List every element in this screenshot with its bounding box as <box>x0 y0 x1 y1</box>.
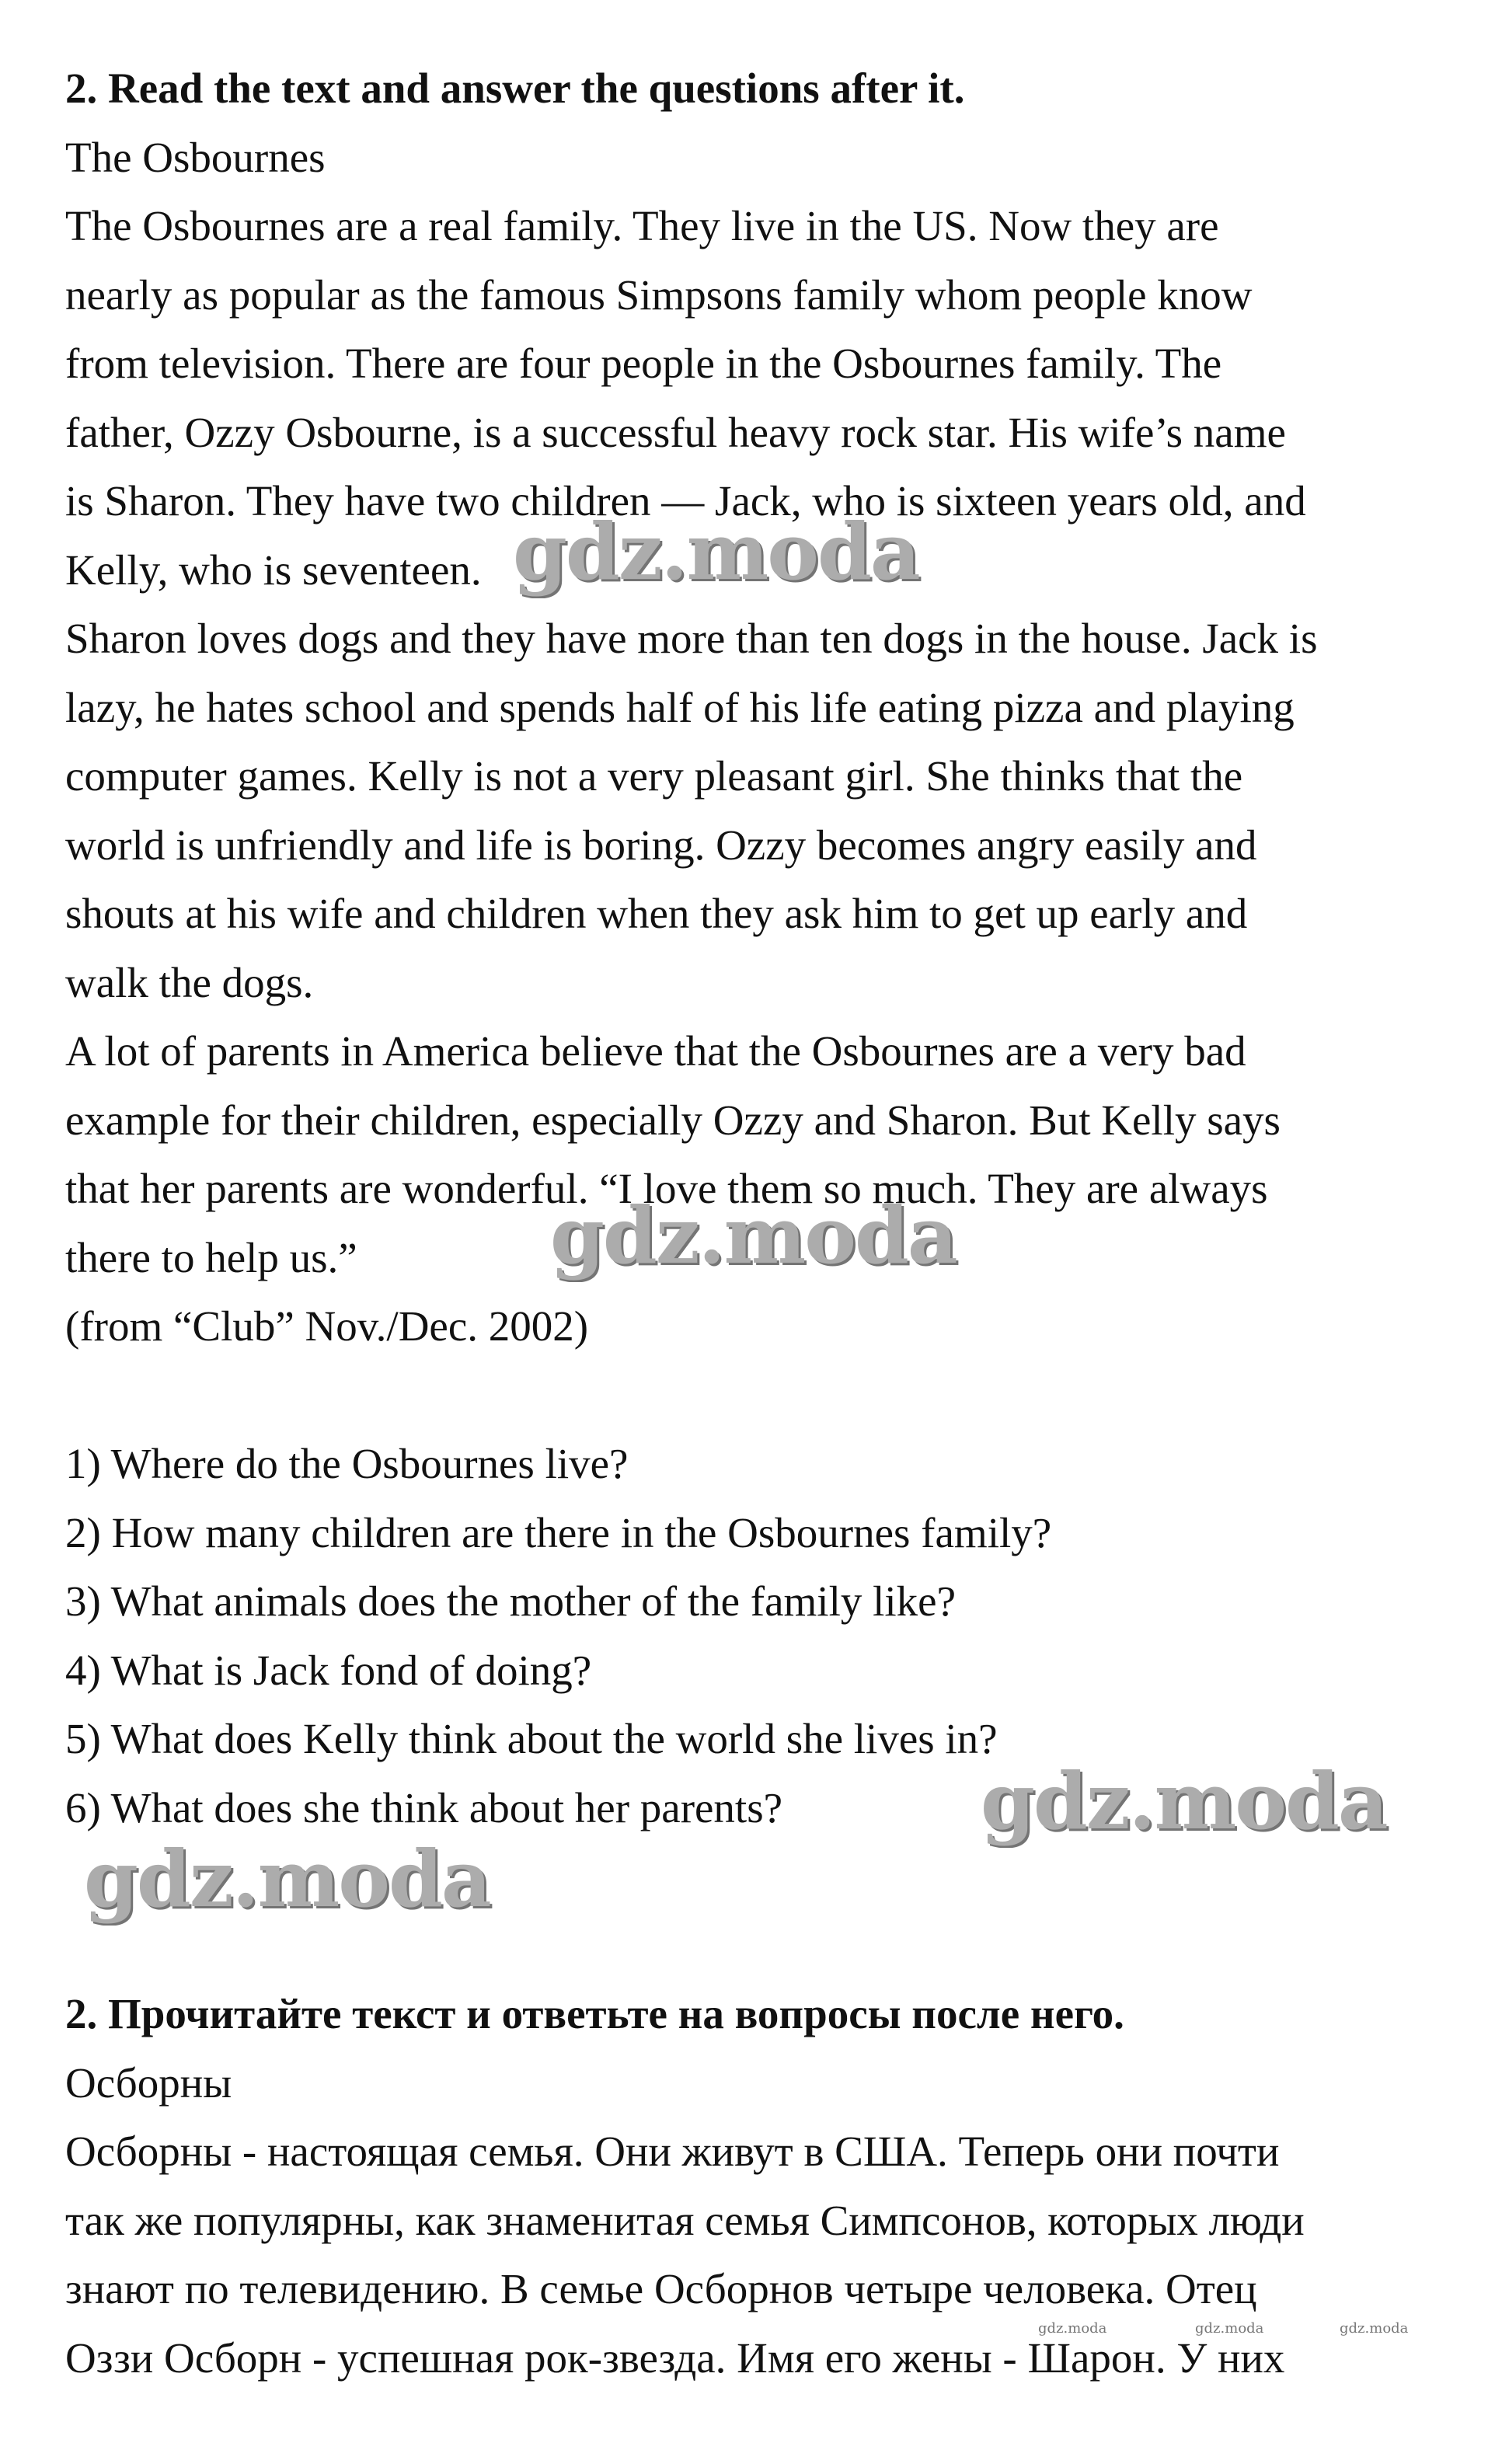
watermark-small: gdz.moda <box>1038 2320 1107 2337</box>
translation-title: Осборны <box>65 2058 232 2107</box>
question-item: 6) What does she think about her parents? <box>65 1783 783 1831</box>
source-citation: (from “Club” Nov./Dec. 2002) <box>65 1302 589 1350</box>
paragraph-2 <box>65 605 1456 1017</box>
paragraph-line: A lot of parents in America believe that the Osbournes are a very bad <box>65 1027 1246 1075</box>
question-item: 2) How many children are there in the Osbournes family? <box>65 1508 1052 1556</box>
question-item: 3) What animals does the mother of the family like? <box>65 1577 957 1625</box>
paragraph-line: так же популярны, как знаменитая семья Симпсонов, которых люди <box>65 2196 1305 2244</box>
paragraph-line: The Osbournes are a real family. They live in the US. Now they are <box>65 202 1219 249</box>
translation-paragraph <box>65 2117 1456 2393</box>
paragraph-line: example for their children, especially Ozzy and Sharon. But Kelly says <box>65 1096 1281 1144</box>
paragraph-line: there to help us.” <box>65 1233 357 1281</box>
paragraph-line: computer games. Kelly is not a very pleasant girl. She thinks that the <box>65 752 1243 800</box>
paragraph-line: shouts at his wife and children when they ask him to get up early and <box>65 890 1248 937</box>
watermark-logo: gdz.moda <box>84 1833 490 1925</box>
watermark-logo: gdz.moda <box>981 1755 1387 1847</box>
paragraph-line: from television. There are four people in the Osbournes family. The <box>65 340 1222 387</box>
paragraph-line: world is unfriendly and life is boring. Ozzy becomes angry easily and <box>65 821 1257 869</box>
spacer <box>65 1361 1456 1431</box>
question-item: 1) Where do the Osbournes live? <box>65 1440 629 1487</box>
paragraph-line: is Sharon. They have two children — Jack, who is sixteen years old, and <box>65 477 1306 525</box>
paragraph-line: lazy, he hates school and spends half of his life eating pizza and playing <box>65 683 1295 731</box>
watermark-small: gdz.moda <box>1340 2320 1409 2337</box>
paragraph-line: nearly as popular as the famous Simpsons family whom people know <box>65 270 1253 319</box>
watermark-logo: gdz.moda <box>550 1190 957 1281</box>
question-item: 5) What does Kelly think about the world she lives in? <box>65 1715 998 1762</box>
translation-heading: 2. Прочитайте текст и ответьте на вопросы после него. <box>65 1990 1124 2037</box>
paragraph-line: walk the dogs. <box>65 958 314 1006</box>
question-item: 4) What is Jack fond of doing? <box>65 1646 592 1694</box>
paragraph-line: that her parents are wonderful. “I love them so much. They are always <box>65 1165 1268 1212</box>
paragraph-line: Осборны - настоящая семья. Они живут в США. Теперь они почти <box>65 2128 1280 2175</box>
paragraph-line: Kelly, who is seventeen. <box>65 545 482 594</box>
watermark-logo: gdz.moda <box>513 506 919 598</box>
watermark-small: gdz.moda <box>1195 2320 1264 2337</box>
exercise-heading: 2. Read the text and answer the questions after it. <box>65 64 965 112</box>
text-title: The Osbournes <box>65 133 326 181</box>
paragraph-line: знают по телевидению. В семье Осборнов четыре человека. Отец <box>65 2265 1257 2312</box>
paragraph-line: father, Ozzy Osbourne, is a successful heavy rock star. His wife’s name <box>65 408 1286 456</box>
paragraph-line: Sharon loves dogs and they have more than ten dogs in the house. Jack is <box>65 615 1318 662</box>
paragraph-line: Оззи Осборн - успешная рок-звезда. Имя его жены - Шарон. У них <box>65 2333 1285 2382</box>
